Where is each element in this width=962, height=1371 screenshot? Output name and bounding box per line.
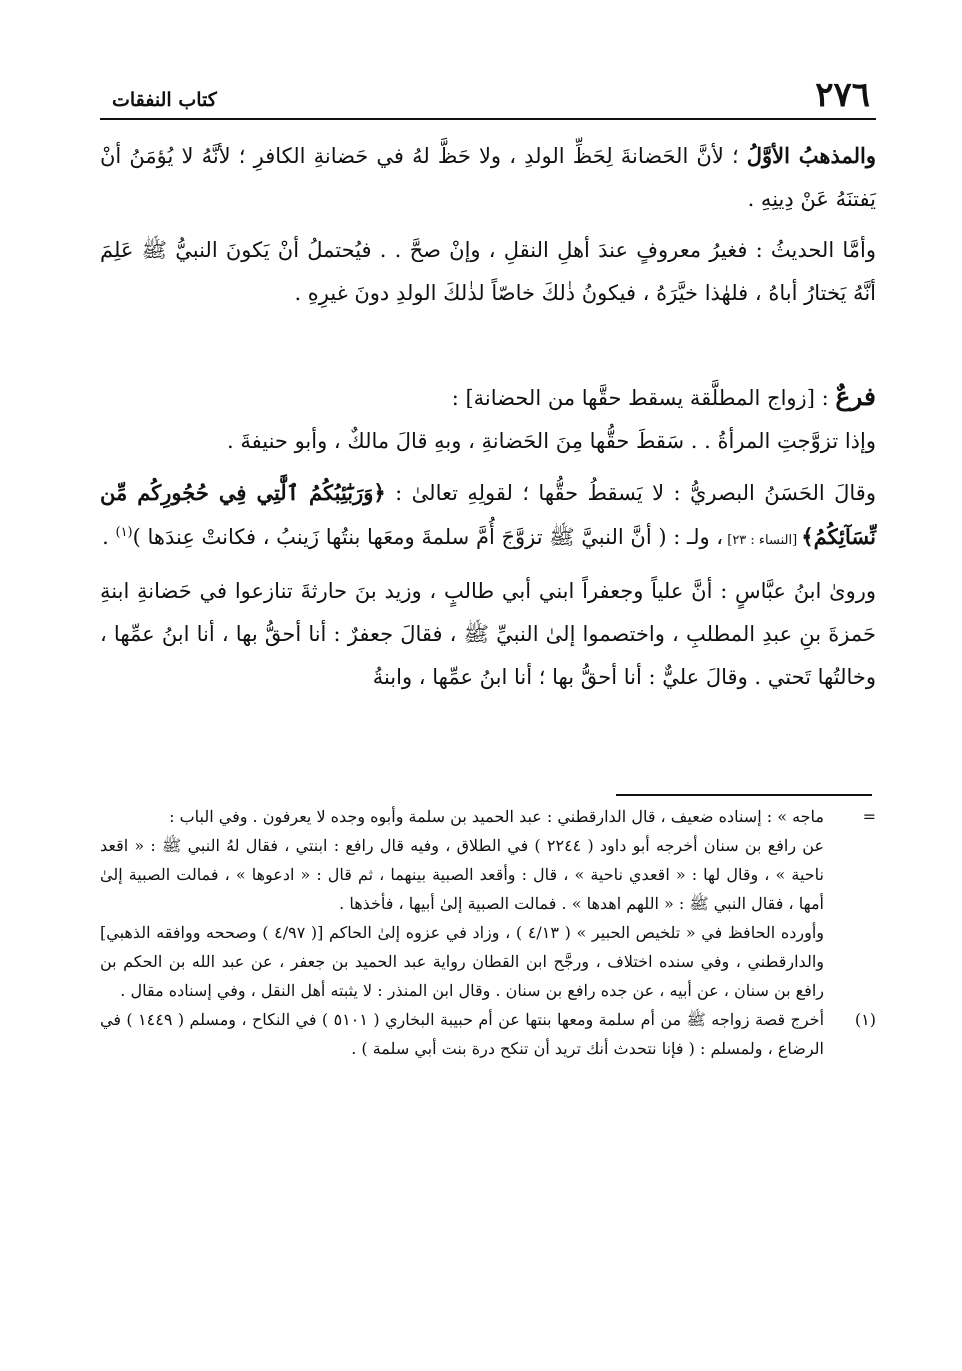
footnote-paragraph: أخرج قصة زواجه ﷺ من أم سلمة ومعها بنتها عن أم حبيبة البخاري ( ٥١٠١ ) في النكاح ، ومسلم ( ١٤٤٩ ) في الرضاع ، ولمسلم : ( فإنا نتحدث أنك تريد أن تنكح درة بنت أبي سلمة ) . [100, 1010, 825, 1058]
paragraph-first-madhhab [100, 134, 876, 221]
section-heading [100, 375, 876, 420]
footnote-body [100, 802, 824, 1005]
header-divider [100, 118, 876, 120]
page-header [100, 72, 870, 115]
paragraph-remarriage: وإذا تزوَّجتِ المرأةُ . . سَقطَ حقُّها مِنَ الحَضانةِ ، وبهِ قالَ مالكٌ ، وأبو حنيفةَ . [227, 429, 876, 453]
footnote-marker: = [862, 807, 876, 826]
paragraph-lead: والمذهبُ الأوَّلُ [746, 143, 876, 168]
footnote-reference[interactable]: (١) [115, 525, 133, 540]
page-number: ٢٧٦ [815, 75, 870, 115]
footnote-continued [100, 802, 876, 1005]
verse-reference: [النساء : ٢٣] [723, 533, 802, 548]
footnotes [100, 802, 876, 1063]
paragraph-ibn-abbas: وروىٰ ابنُ عبَّاسٍ : أنَّ علياً وجعفراً ابني أبي طالبٍ ، وزيد بنَ حارثةَ تنازعوا في حَضانةِ ابنةِ حَمزةَ بنِ عبدِ المطلبِ ، واختصموا إلىٰ النبيِّ ﷺ ، فقالَ جعفرٌ : أنا أحقُّ بها ، أنا ابنُ عمِّها ، وخالتُها تَحتي . وقالَ عليٌّ : أنا أحقُّ بها ؛ أنا ابنُ عمِّها ، وابنةُ [100, 579, 876, 689]
section-label: فرعٌ [835, 382, 876, 411]
paragraph-text: ، ولـ : ( أنَّ النبيَّ ﷺ تزوَّجَ أُمَّ سلمةَ ومعَها بنتُها زَينبُ ، فكانتْ عِندَها ) [132, 525, 724, 549]
footnote-1 [100, 1005, 876, 1063]
paragraph-text: . [102, 525, 116, 549]
running-title: كتاب النفقات [112, 89, 217, 111]
footnote-paragraph: ماجه » : إسناده ضعيف ، قال الدارقطني : عبد الحميد بن سلمة وأبوه وجده لا يعرفون . وفي الباب : [169, 807, 824, 826]
paragraph-hasan-basri [100, 471, 876, 562]
section-title: : [زواج المطلَّقة يسقط حقَّها من الحضانة] : [451, 386, 836, 410]
footnote-marker: (١) [854, 1010, 876, 1029]
paragraph-hadith-discussion: وأمَّا الحديثُ : فغيرُ معروفٍ عندَ أهلِ النقلِ ، وإنْ صحَّ . . فيُحتملُ أنْ يَكونَ النبيُّ ﷺ عَلِمَ أنَّهُ يَختارُ أباهُ ، فلهٰذا خيَّرَهُ ، فيكونُ ذٰلكَ خاصّاً لذٰلكَ الولدِ دونَ غيرِهِ . [100, 238, 876, 305]
main-text [100, 134, 876, 699]
footnote-paragraph: عن رافع بن سنان أخرجه أبو داود ( ٢٢٤٤ ) في الطلاق ، وفيه قال رافع : ابنتي ، فقال لهُ النبي ﷺ : « اقعد ناحية » ، وقال لها : « اقعدي ناحية » ، قال : وأقعد الصبية بينهما ، ثم قال : « ادعوها » ، فمالت الصبية إلىٰ أمها ، فقال النبي ﷺ : « اللهم اهدها » . فمالت الصبية إلىٰ أبيها ، فأخذها . [100, 836, 824, 913]
footnote-divider [616, 794, 872, 796]
paragraph-text: وقالَ الحَسَنُ البصريُّ : لا يَسقطُ حقُّها ؛ لقولِهِ تعالىٰ : [385, 481, 876, 505]
footnote-paragraph: وأورده الحافظ في « تلخيص الحبير » ( ٤/١٣ ) ، وزاد في عزوه إلىٰ الحاكم [( ٤/٩٧ ) وصححه ووافقه الذهبي] والدارقطني ، وفي سنده اختلاف ، ورجَّح ابن القطان رواية عبد الحميد بن جعفر ، عن عبد الله بن الحكم بن رافع بن سنان ، عن أبيه ، عن جده رافع بن سنان . وقال ابن المنذر : لا يثبته أهل النقل ، وفي إسناده مقال . [100, 923, 824, 1000]
paragraph-text: ؛ لأنَّ الحَضانةَ لِحَظِّ الولدِ ، ولا حَظَّ لهُ في حَضانةِ الكافرِ ؛ لأنَّهُ لا يُؤمَنُ أنْ يَفتنَهُ عَنْ دِينِهِ . [100, 144, 876, 211]
footnote-body [100, 1005, 824, 1063]
quran-verse: ﴿وَرَبَٰٓئِبُكُمُ ٱلَّٰتِي فِي حُجُورِكُم مِّن نِّسَآئِكُمُ﴾ [100, 480, 876, 549]
